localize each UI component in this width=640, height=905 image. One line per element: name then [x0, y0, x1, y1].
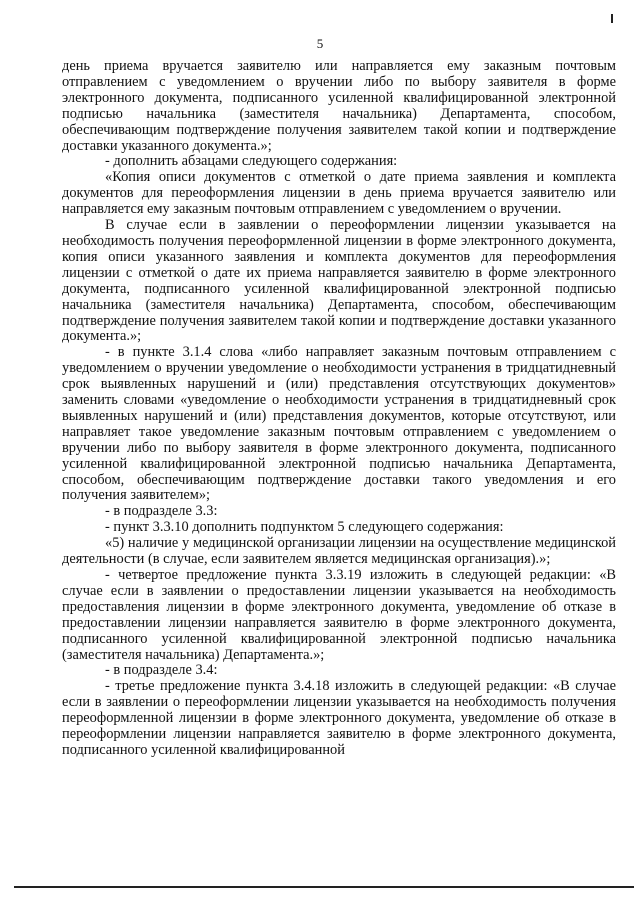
- paragraph: - пункт 3.3.10 дополнить подпунктом 5 следующего содержания:: [105, 519, 504, 536]
- corner-mark: [611, 14, 613, 23]
- paragraph: день приема вручается заявителю или направляется ему заказным почтовым отправлением с уведомлением о вручении либо по выбору заявителя в форме электронного документа, подписанного усиленной квалифицированной электронной подписью начальника (заместителя начальника) Департамента, способом, обеспечивающим подтверждение получения заявителем такой копии и подтверждение доставки указанного документа.»;: [62, 58, 616, 154]
- paragraph: - в подразделе 3.4:: [105, 662, 218, 679]
- paragraph: - в подразделе 3.3:: [105, 503, 218, 520]
- document-body: [62, 59, 616, 759]
- paragraph: «Копия описи документов с отметкой о дате приема заявления и комплекта документов для переоформления лицензии в день приема вручается заявителю или направляется ему заказным почтовым отправлением с уведомлением о вручении.: [62, 169, 616, 218]
- bottom-rule: [14, 886, 634, 888]
- paragraph: В случае если в заявлении о переоформлении лицензии указывается на необходимость получения переоформленной лицензии в форме электронного документа, копия описи указанного заявления и комплекта документов для переоформления лицензии с отметкой о дате их приема направляется заявителю в форме электронного документа, подписанного усиленной квалифицированной электронной подписью начальника (заместителя начальника) Департамента, способом, обеспечивающим подтверждение получения заявителем такой копии и подтверждение доставки указанного документа.»;: [62, 217, 616, 345]
- paragraph: - дополнить абзацами следующего содержания:: [105, 153, 398, 170]
- paragraph: «5) наличие у медицинской организации лицензии на осуществление медицинской деятельности (в случае, если заявителем является медицинская организация).»;: [62, 535, 616, 568]
- paragraph: - третье предложение пункта 3.4.18 изложить в следующей редакции: «В случае если в заявлении о переоформлении лицензии указывается на необходимость получения переоформленной лицензии в форме электронного документа, уведомление об отказе в переоформлении лицензии направляется заявителю в форме электронного документа, подписанного усиленной квалифицированной: [62, 678, 616, 758]
- paragraph: - четвертое предложение пункта 3.3.19 изложить в следующей редакции: «В случае если в заявлении о предоставлении лицензии указывается на необходимость предоставления лицензии в форме электронного документа, уведомление об отказе в предоставлении лицензии направляется заявителю в форме электронного документа, подписанного усиленной квалифицированной электронной подписью начальника (заместителя начальника) Департамента.»;: [62, 567, 616, 663]
- page-number: 5: [316, 36, 324, 51]
- paragraph: - в пункте 3.1.4 слова «либо направляет заказным почтовым отправлением с уведомлением о вручении уведомление о необходимости устранения в тридцатидневный срок выявленных нарушений и (или) представления отсутствующих документов» заменить словами «уведомление о необходимости устранения в тридцатидневный срок выявленных нарушений и (или) представления документов, которые отсутствуют, или направляет такое уведомление заказным почтовым отправлением с уведомлением о вручении либо по выбору заявителя в форме электронного документа, подписанного усиленной квалифицированной электронной подписью начальника Департамента, способом, обеспечивающим подтверждение доставки такого уведомления и его получения заявителем»;: [62, 344, 616, 504]
